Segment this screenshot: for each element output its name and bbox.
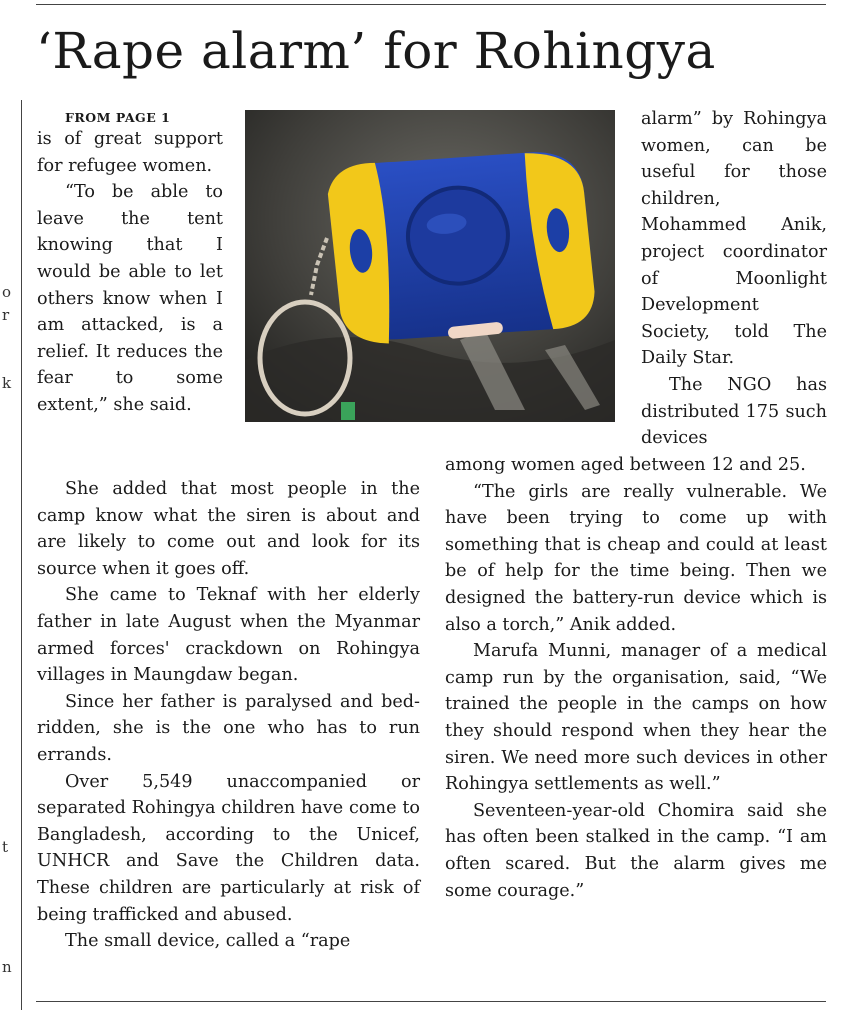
paragraph: Seventeen-year-old Chomira said she has often been stalked in the camp. “I am often scared. But the alarm gives me some courage.” bbox=[445, 800, 827, 901]
margin-fragment: o bbox=[2, 283, 12, 301]
device-illustration bbox=[245, 110, 615, 422]
paragraph: “To be able to leave the tent knowing that I would be able to let others know when I am attacked, is a relief. It reduces the fear to some extent,” she said. bbox=[37, 182, 223, 415]
left-column-top bbox=[37, 110, 223, 419]
right-column-top bbox=[641, 106, 827, 452]
margin-fragment: t bbox=[2, 838, 9, 856]
green-tag bbox=[341, 402, 355, 420]
continued-from-label: FROM PAGE 1 bbox=[65, 110, 171, 125]
margin-fragment: n bbox=[2, 958, 12, 976]
headline: ‘Rape alarm’ for Rohingya bbox=[36, 22, 716, 80]
margin-fragment: k bbox=[2, 374, 12, 392]
paragraph: Over 5,549 unaccompanied or separated Rohingya children have come to Bangladesh, according to the Unicef, UNHCR and Save the Children data. These children are particularly at risk of being trafficked and abused. bbox=[37, 771, 420, 925]
paragraph: Marufa Munni, manager of a medical camp run by the organisation, said, “We trained the people in the camps on how they should respond when they hear the siren. We need more such devices in other Rohingya settlements as well.” bbox=[445, 641, 827, 795]
paragraph: “The girls are really vulnerable. We have been trying to come up with something that is cheap and could at least be of help for the time being. Then we designed the battery-run device which is also a torch,” Anik added. bbox=[445, 481, 827, 635]
paragraph: She added that most people in the camp know what the siren is about and are likely to come out and look for its source when it goes off. bbox=[37, 479, 420, 579]
top-rule bbox=[36, 4, 826, 5]
alarm-device bbox=[325, 141, 598, 351]
paragraph: The NGO has distributed 175 such devices bbox=[641, 374, 827, 449]
rape-alarm-device-photo bbox=[245, 110, 615, 422]
right-column-bottom bbox=[445, 452, 827, 904]
margin-fragment: r bbox=[2, 306, 10, 324]
paragraph: Since her father is paralysed and bed-ridden, she is the one who has to run errands. bbox=[37, 691, 420, 765]
paragraph: alarm” by Rohingya women, can be useful for those children, Mohammed Anik, project coordinator of Moonlight Development Society, told The Daily Star. bbox=[641, 109, 827, 369]
left-column-bottom bbox=[37, 476, 420, 955]
paragraph: She came to Teknaf with her elderly father in late August when the Myanmar armed forces' crackdown on Rohingya villages in Maungdaw began. bbox=[37, 585, 420, 686]
bottom-rule bbox=[36, 1001, 826, 1002]
paragraph: is of great support for refugee women. bbox=[37, 129, 223, 176]
column-divider-line bbox=[21, 100, 22, 1010]
paragraph: among women aged between 12 and 25. bbox=[445, 455, 806, 475]
adjacent-column-fragments bbox=[0, 0, 14, 1010]
paragraph: The small device, called a “rape bbox=[65, 931, 351, 952]
